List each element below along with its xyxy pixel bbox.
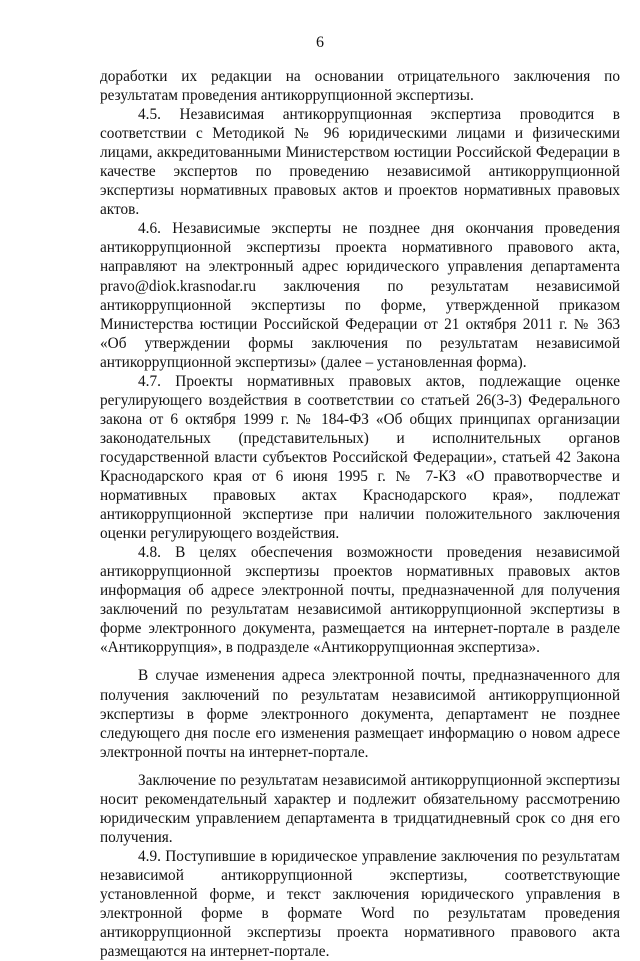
paragraph-4-9: 4.9. Поступившие в юридическое управление заключения по результатам независимой антикоррупционной экспертизы, соответствующие установленной форме, и текст заключения юридического управления в электронной форме в формате Word по результатам проведения антикоррупционной экспертизы проекта нормативного правового акта размещаются на интернет-портале.: [100, 847, 620, 961]
paragraph-email-change: В случае изменения адреса электронной почты, предназначенного для получения заключений по результатам независимой антикоррупционной экспертизы в форме электронного документа, департамент не позднее следующего дня после его изменения размещает информацию о новом адресе электронной почты на интернет-портале.: [100, 667, 620, 761]
document-body: [100, 67, 620, 961]
paragraph-conclusion-status: Заключение по результатам независимой антикоррупционной экспертизы носит рекомендательный характер и подлежит обязательному рассмотрению юридическим управлением департамента в тридцатидневный срок со дня его получения.: [100, 771, 620, 846]
paragraph-4-7: 4.7. Проекты нормативных правовых актов, подлежащие оценке регулирующего воздействия в соответствии со статьей 26(3-3) Федерального закона от 6 октября 1999 г. № 184-ФЗ «Об общих принципах организации законодательных (представительных) и исполнительных органов государственной власти субъектов Российской Федерации», статьей 42 Закона Краснодарского края от 6 июня 1995 г. № 7-КЗ «О правотворчестве и нормативных правовых актах Краснодарского края», подлежат антикоррупционной экспертизе при наличии положительного заключения оценки регулирующего воздействия.: [100, 372, 620, 543]
paragraph-4-5: 4.5. Независимая антикоррупционная экспертиза проводится в соответствии с Методикой № 96 юридическими лицами и физическими лицами, аккредитованными Министерством юстиции Российской Федерации в качестве экспертов по проведению независимой антикоррупционной экспертизы нормативных правовых актов и проектов нормативных правовых актов.: [100, 106, 620, 219]
paragraph-continuation: доработки их редакции на основании отрицательного заключения по результатам проведения антикоррупционной экспертизы.: [100, 68, 620, 105]
paragraph-4-6: 4.6. Независимые эксперты не позднее дня окончания проведения антикоррупционной экспертизы проекта нормативного правового акта, направляют на электронный адрес юридического управления департамента pravo@diok.krasnodar.ru заключения по результатам независимой антикоррупционной экспертизы по форме, утвержденной приказом Министерства юстиции Российской Федерации от 21 октября 2011 г. № 363 «Об утверждении формы заключения по результатам независимой антикоррупционной экспертизы» (далее – установленная форма).: [100, 220, 620, 371]
paragraph-4-8: 4.8. В целях обеспечения возможности проведения независимой антикоррупционной экспертизы проектов нормативных правовых актов информация об адресе электронной почты, предназначенной для получения заключений по результатам независимой антикоррупционной экспертизы в форме электронного документа, размещается на интернет-портале в разделе «Антикоррупция», в подразделе «Антикоррупционная экспертиза».: [100, 544, 620, 657]
page-number: 6: [316, 34, 324, 51]
